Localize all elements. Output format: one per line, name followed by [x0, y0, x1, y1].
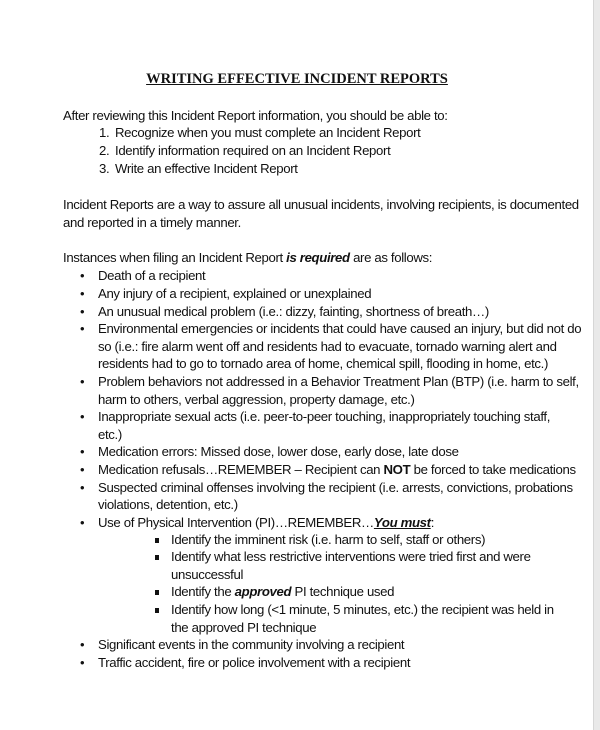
list-item — [98, 514, 434, 531]
bullet-icon: • — [80, 268, 85, 283]
square-bullet-icon — [155, 590, 159, 595]
bullet-icon: • — [80, 444, 85, 459]
intro-text: After reviewing this Incident Report information, you should be able to: — [63, 108, 448, 123]
objective-number: 2. — [99, 143, 110, 158]
objective-text: Write an effective Incident Report — [115, 161, 298, 176]
sub-list-item-emphasis: approved — [234, 584, 292, 599]
list-item-line: residents had to go to tornado area of home, chemical spill, flooding in home, etc.) — [98, 356, 549, 371]
bullet-icon: • — [80, 321, 85, 336]
list-item-line: etc.) — [98, 427, 122, 442]
list-item-prefix: Use of Physical Intervention (PI)…REMEMBER… — [98, 515, 374, 530]
list-item: An unusual medical problem (i.e.: dizzy, fainting, shortness of breath…) — [98, 304, 489, 319]
bullet-icon: • — [80, 480, 85, 495]
list-item-emphasis: You must — [373, 515, 431, 530]
bullet-icon: • — [80, 462, 85, 477]
bullet-icon: • — [80, 515, 85, 530]
square-bullet-icon — [155, 555, 159, 560]
list-item — [98, 461, 576, 478]
list-item-line: violations, detention, etc.) — [98, 497, 238, 512]
objective-number: 3. — [99, 161, 110, 176]
instances-emphasis: is required — [286, 250, 350, 265]
list-item: Medication errors: Missed dose, lower dose, early dose, late dose — [98, 444, 459, 459]
instances-suffix: are as follows: — [349, 250, 433, 265]
list-item-bold: NOT — [383, 462, 411, 477]
sub-list-item — [171, 583, 394, 600]
square-bullet-icon — [155, 538, 159, 543]
list-item: Traffic accident, fire or police involvement with a recipient — [98, 655, 411, 670]
list-item: Death of a recipient — [98, 268, 206, 283]
objective-text: Recognize when you must complete an Incident Report — [115, 125, 421, 140]
sub-list-item-line: Identify what less restrictive interventions were tried first and were — [171, 549, 531, 564]
document-title: WRITING EFFECTIVE INCIDENT REPORTS — [146, 71, 448, 87]
list-item-line: Inappropriate sexual acts (i.e. peer-to-peer touching, inappropriately touching staff, — [98, 409, 551, 424]
definition-line: and reported in a timely manner. — [63, 215, 241, 230]
list-item-suffix: be forced to take medications — [410, 462, 576, 477]
objective-text: Identify information required on an Incident Report — [115, 143, 391, 158]
bullet-icon: • — [80, 637, 85, 652]
definition-line: Incident Reports are a way to assure all unusual incidents, involving recipients, is documented — [63, 197, 579, 212]
list-item-line: Problem behaviors not addressed in a Behavior Treatment Plan (BTP) (i.e. harm to self, — [98, 374, 579, 389]
list-item-prefix: Medication refusals…REMEMBER – Recipient can — [98, 462, 384, 477]
list-item: Any injury of a recipient, explained or unexplained — [98, 286, 372, 301]
sub-list-item-line: the approved PI technique — [171, 620, 317, 635]
instances-heading — [63, 249, 432, 266]
bullet-icon: • — [80, 409, 85, 424]
list-item-suffix: : — [430, 515, 435, 530]
instances-prefix: Instances when filing an Incident Report — [63, 250, 287, 265]
bullet-icon: • — [80, 655, 85, 670]
list-item-line: Environmental emergencies or incidents that could have caused an injury, but did not do — [98, 321, 582, 336]
square-bullet-icon — [155, 608, 159, 613]
objective-number: 1. — [99, 125, 110, 140]
page-edge — [593, 0, 600, 730]
sub-list-item-line: Identify how long (<1 minute, 5 minutes, etc.) the recipient was held in — [171, 602, 554, 617]
sub-list-item: Identify the imminent risk (i.e. harm to self, staff or others) — [171, 532, 486, 547]
bullet-icon: • — [80, 304, 85, 319]
list-item: Significant events in the community involving a recipient — [98, 637, 405, 652]
bullet-icon: • — [80, 286, 85, 301]
sub-list-item-prefix: Identify the — [171, 584, 235, 599]
list-item-line: harm to others, verbal aggression, property damage, etc.) — [98, 392, 415, 407]
sub-list-item-line: unsuccessful — [171, 567, 244, 582]
bullet-icon: • — [80, 374, 85, 389]
list-item-line: so (i.e.: fire alarm went off and residents had to evacuate, tornado warning alert and — [98, 339, 557, 354]
list-item-line: Suspected criminal offenses involving the recipient (i.e. arrests, convictions, probations — [98, 480, 573, 495]
sub-list-item-suffix: PI technique used — [291, 584, 395, 599]
